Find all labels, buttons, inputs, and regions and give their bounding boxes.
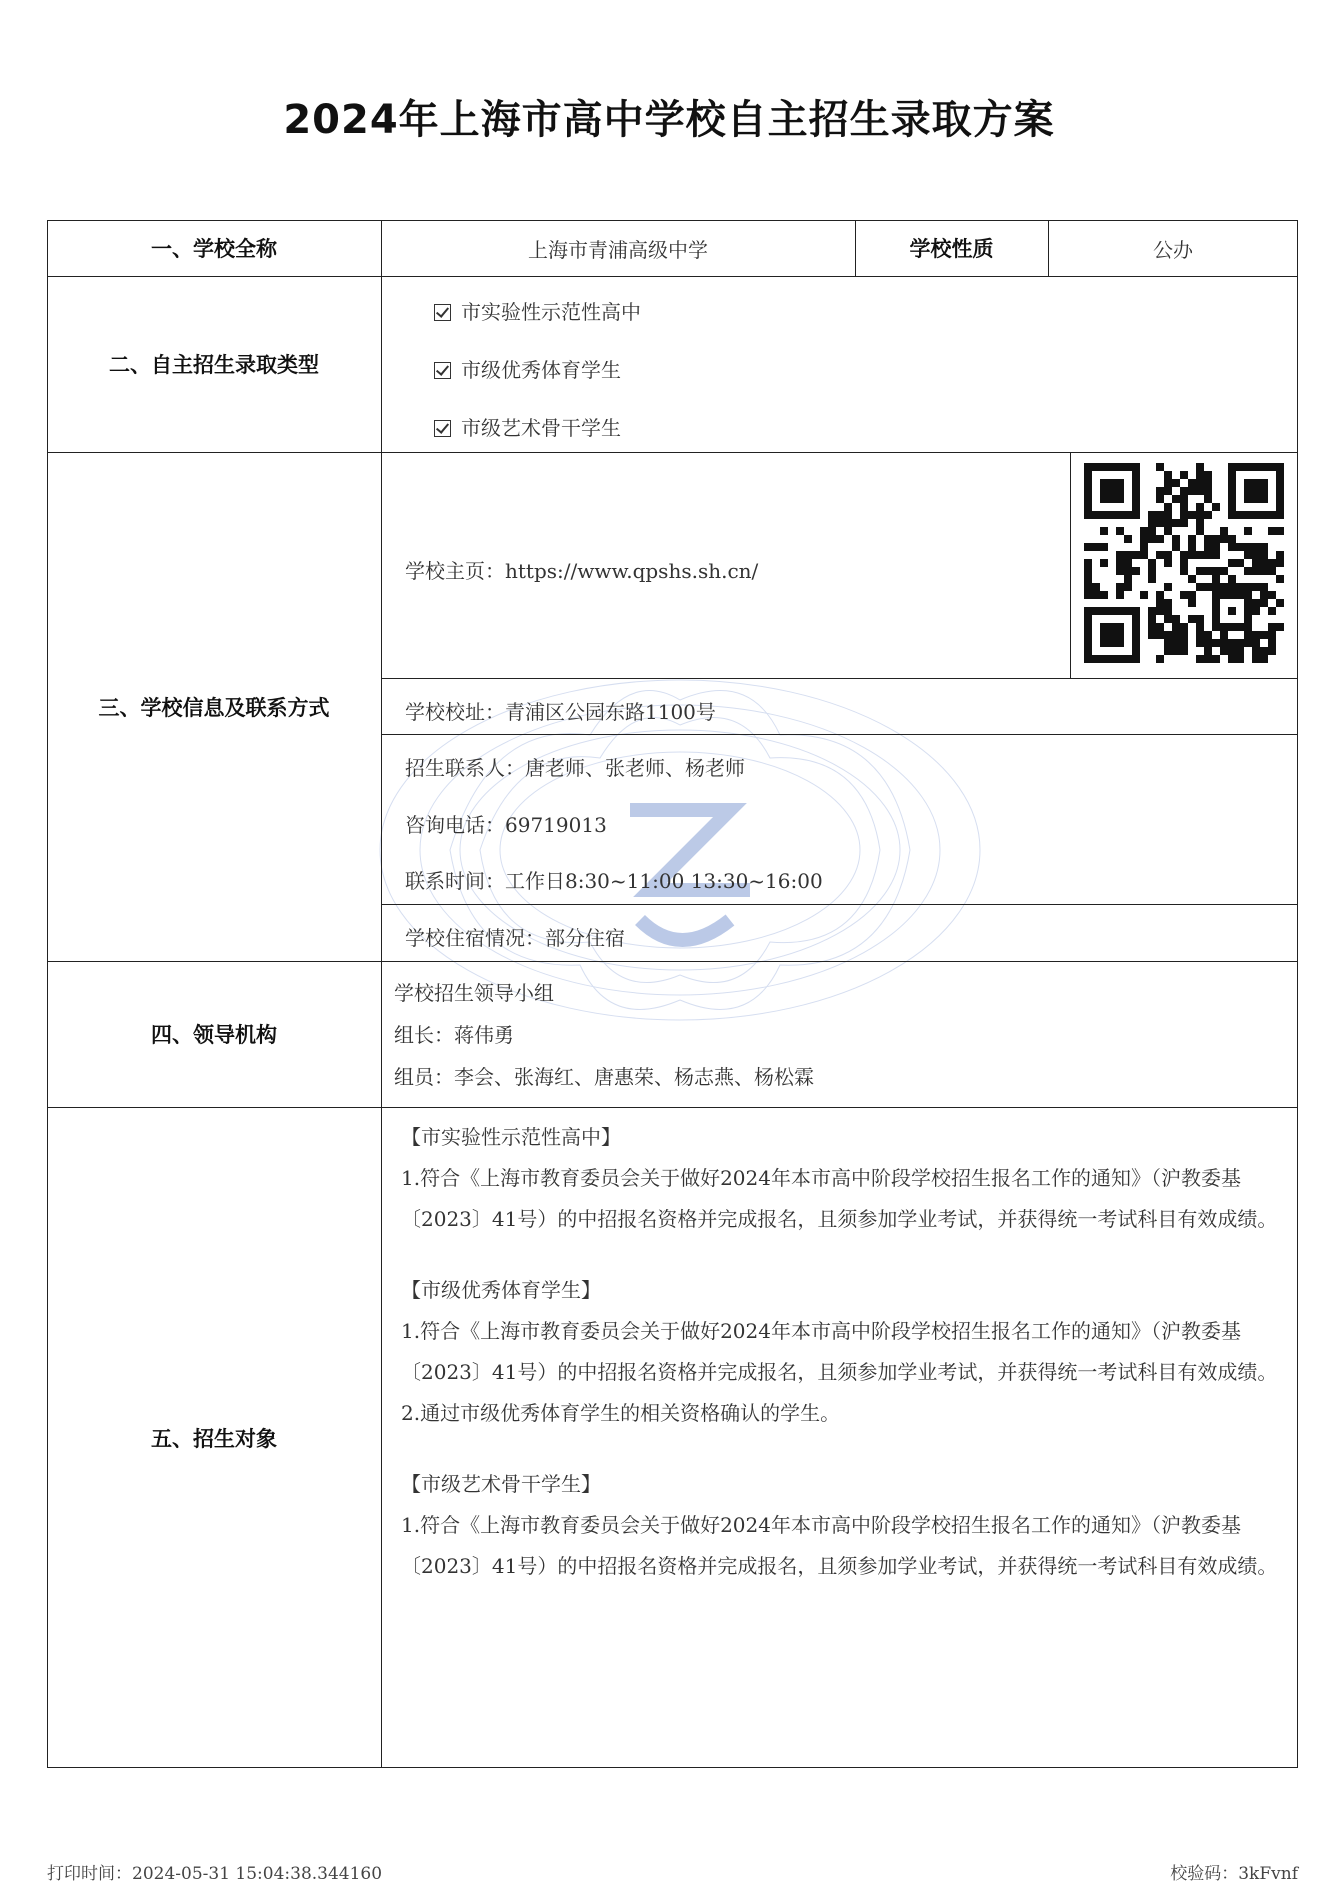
column-divider [381, 220, 382, 1768]
admission-type-item [434, 412, 621, 441]
qr-code [1084, 463, 1284, 663]
checkbox-checked-icon [434, 362, 451, 379]
cell-divider [381, 678, 1298, 679]
admission-type-item [434, 354, 621, 383]
admission-type-label: 二、自主招生录取类型 [109, 353, 319, 377]
section-item: 1.符合《上海市教育委员会关于做好2024年本市高中阶段学校招生报名工作的通知》（沪教委基〔2023〕41号）的中招报名资格并完成报名，且须参加学业考试，并获得统一考试科目有效成绩。 [401, 1513, 1278, 1578]
target-section [401, 1464, 1288, 1587]
section-item: 1.符合《上海市教育委员会关于做好2024年本市高中阶段学校招生报名工作的通知》（沪教委基〔2023〕41号）的中招报名资格并完成报名，且须参加学业考试，并获得统一考试科目有效成绩。 [401, 1166, 1278, 1231]
checkbox-checked-icon [434, 420, 451, 437]
section-heading: 【市级优秀体育学生】 [401, 1278, 601, 1302]
leadership-label: 四、领导机构 [151, 1023, 277, 1047]
school-name-label: 一、学校全称 [151, 237, 277, 261]
school-nature-value: 公办 [1153, 237, 1193, 262]
checkbox-checked-icon [434, 304, 451, 321]
school-info-label: 三、学校信息及联系方式 [98, 695, 330, 720]
target-section [401, 1117, 1288, 1240]
cell-divider [381, 734, 1298, 735]
print-time: 打印时间：2024-05-31 15:04:38.344160 [47, 1864, 383, 1884]
leadership-head: 组长：蒋伟勇 [394, 1023, 514, 1047]
section-heading: 【市级艺术骨干学生】 [401, 1472, 601, 1496]
leadership-members: 组员：李会、张海红、唐惠荣、杨志燕、杨松霖 [394, 1065, 814, 1089]
section-item: 2.通过市级优秀体育学生的相关资格确认的学生。 [401, 1401, 841, 1425]
cell-divider [381, 904, 1298, 905]
column-divider [1070, 452, 1071, 678]
enrollment-target-label: 五、招生对象 [151, 1426, 277, 1451]
check-code: 校验码：3kFvnf [1170, 1864, 1298, 1884]
section-item: 1.符合《上海市教育委员会关于做好2024年本市高中阶段学校招生报名工作的通知》（沪教委基〔2023〕41号）的中招报名资格并完成报名，且须参加学业考试，并获得统一考试科目有效成绩。 [401, 1319, 1278, 1384]
page-title: 2024年上海市高中学校自主招生录取方案 [283, 97, 1055, 143]
school-address: 学校校址：青浦区公园东路1100号 [405, 700, 716, 724]
section-heading: 【市实验性示范性高中】 [401, 1125, 621, 1149]
lodging-info: 学校住宿情况：部分住宿 [405, 926, 625, 950]
leadership-group: 学校招生领导小组 [394, 981, 554, 1005]
contact-person: 招生联系人：唐老师、张老师、杨老师 [405, 756, 745, 780]
target-section [401, 1270, 1288, 1434]
admission-type-text: 市级艺术骨干学生 [461, 416, 621, 440]
admission-type-text: 市级优秀体育学生 [461, 358, 621, 382]
school-homepage: 学校主页：https://www.qpshs.sh.cn/ [405, 559, 759, 583]
school-nature-label: 学校性质 [909, 237, 994, 261]
contact-hours: 联系时间：工作日8:30~11:00 13:30~16:00 [405, 869, 823, 893]
contact-phone: 咨询电话：69719013 [405, 813, 607, 837]
school-name-value: 上海市青浦高级中学 [528, 237, 708, 262]
enrollment-target-content [401, 1117, 1288, 1587]
admission-type-text: 市实验性示范性高中 [461, 300, 641, 324]
admission-type-item [434, 296, 641, 325]
